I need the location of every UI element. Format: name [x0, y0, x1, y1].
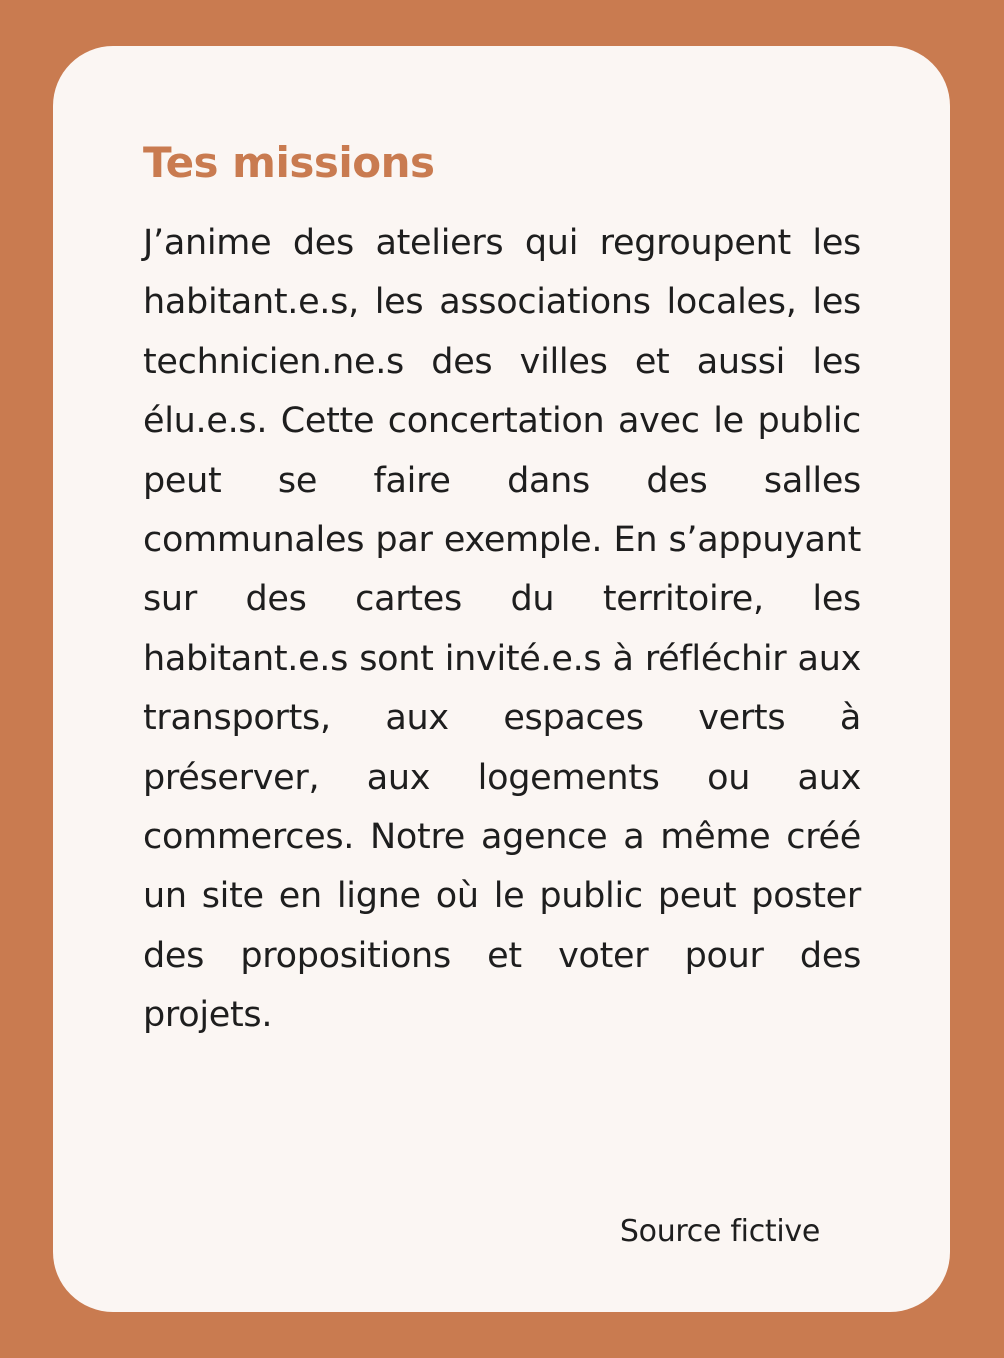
- source-note: Source fictive: [619, 1214, 820, 1249]
- card-body-text: J’anime des ateliers qui regroupent les habitant.e.s, les associations locales, les technicien.ne.s des villes et aussi les élu.e.s. Cette concertation avec le public peut se faire dans des salles communales par exemple. En s’appuyant sur des cartes du territoire, les habitant.e.s sont invité.e.s à réfléchir aux transports, aux espaces verts à préserver, aux logements ou aux commerces. Notre agence a même créé un site en ligne où le public peut poster des propositions et voter pour des projets.: [143, 223, 861, 1036]
- mission-card: [53, 46, 950, 1312]
- card-title: Tes missions: [143, 138, 435, 187]
